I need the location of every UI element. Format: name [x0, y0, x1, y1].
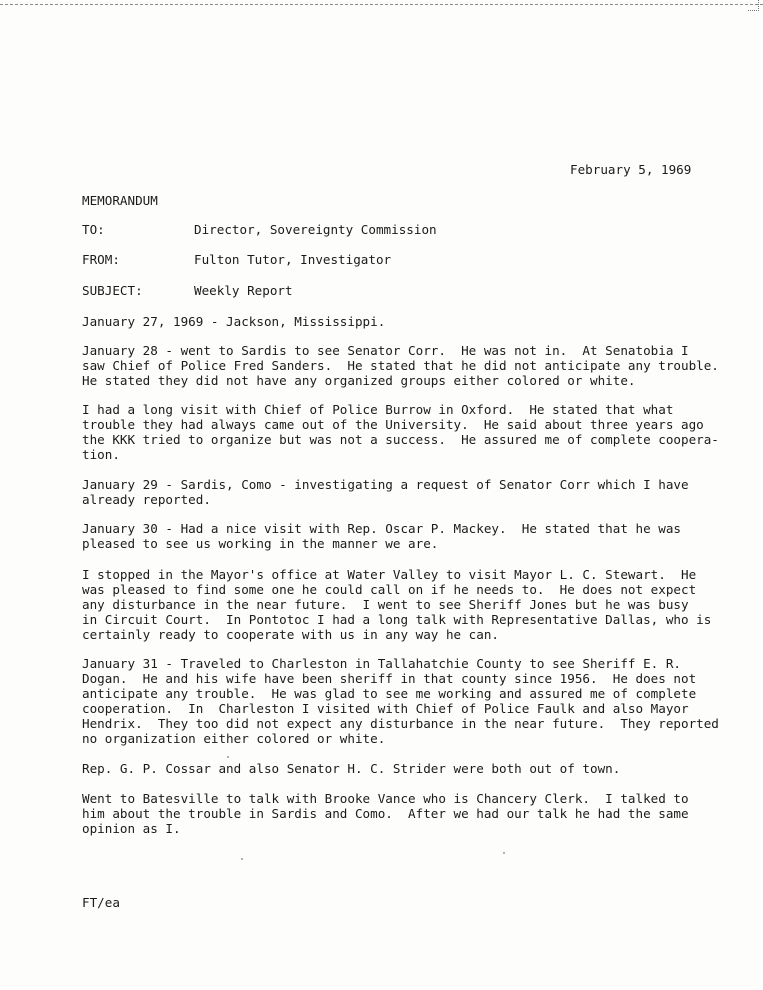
memo-paragraph: Went to Batesville to talk with Brooke Vance who is Chancery Clerk. I talked to him about the trouble in Sardis and Como. After we had our talk he had the same opinion as I. — [82, 791, 689, 836]
subject-value: Weekly Report — [194, 283, 293, 298]
memo-paragraph: January 27, 1969 - Jackson, Mississippi. — [82, 314, 386, 329]
to-value: Director, Sovereignty Commission — [194, 222, 437, 237]
from-value: Fulton Tutor, Investigator — [194, 252, 392, 267]
page-top-edge — [0, 4, 763, 5]
memo-paragraph: January 29 - Sardis, Como - investigating a request of Senator Corr which I have already reported. — [82, 477, 689, 507]
memo-paragraph: Rep. G. P. Cossar and also Senator H. C. Strider were both out of town. — [82, 761, 621, 776]
memo-paragraph: January 31 - Traveled to Charleston in Tallahatchie County to see Sheriff E. R. Dogan. He and his wife have been sheriff in that county since 1956. He does not anticipate any trouble. He was glad to see me working and assured me of complete cooperation. In Charleston I visited with Chief of Police Faulk and also Mayor Hendrix. They too did not expect any disturbance in the near future. They reported no organization either colored or white. — [82, 656, 719, 746]
from-label: FROM: — [82, 252, 120, 267]
subject-label: SUBJECT: — [82, 283, 143, 298]
memo-paragraph: I stopped in the Mayor's office at Water Valley to visit Mayor L. C. Stewart. He was pleased to find some one he could call on if he needs to. He does not expect any disturbance in the near future. I went to see Sheriff Jones but he was busy in Circuit Court. In Pontotoc I had a long talk with Representative Dallas, who is certainly ready to cooperate with us in any way he can. — [82, 567, 712, 642]
memo-paragraph: I had a long visit with Chief of Police Burrow in Oxford. He stated that what trouble they had always came out of the University. He said about three years ago the KKK tried to organize but was not a success. He assured me of complete coopera- tion. — [82, 402, 719, 462]
memo-paragraph: January 28 - went to Sardis to see Senator Corr. He was not in. At Senatobia I saw Chief of Police Fred Sanders. He stated that he did not anticipate any trouble. He stated they did not have any organized groups either colored or white. — [82, 343, 719, 388]
memo-paragraph: January 30 - Had a nice visit with Rep. Oscar P. Mackey. He stated that he was pleased to see us working in the manner we are. — [82, 521, 681, 551]
scan-speck — [503, 852, 505, 854]
memo-initials: FT/ea — [82, 895, 120, 910]
scan-speck — [227, 756, 229, 758]
memo-heading: MEMORANDUM — [82, 193, 158, 208]
to-label: TO: — [82, 222, 105, 237]
scan-speck — [241, 858, 243, 860]
memo-date: February 5, 1969 — [570, 162, 692, 177]
page-corner-mark — [748, 0, 759, 11]
